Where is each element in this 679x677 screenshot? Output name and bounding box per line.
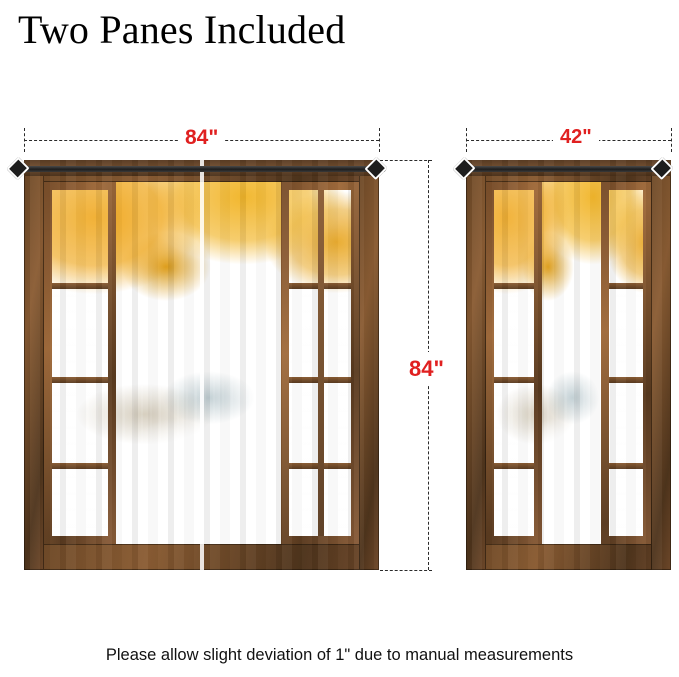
curtain-rod-right	[456, 166, 670, 172]
panel-split-gap	[200, 160, 204, 570]
measurement-disclaimer: Please allow slight deviation of 1" due to manual measurements	[105, 646, 574, 664]
height-tick-top	[380, 160, 432, 161]
curtain-rod-left	[12, 166, 386, 172]
left-panel-width-label: 84"	[178, 126, 225, 150]
right-width-tick-end	[671, 128, 672, 152]
panel-height-label: 84"	[406, 352, 447, 386]
left-width-tick-end	[379, 128, 380, 152]
height-tick-bottom	[380, 570, 432, 571]
right-width-tick-start	[466, 128, 467, 152]
left-width-tick-start	[24, 128, 25, 152]
curtain-panel-wide	[24, 160, 379, 570]
curtain-panel-narrow	[466, 160, 671, 570]
page-title: Two Panes Included	[18, 7, 346, 52]
waterfall-scene-artwork	[466, 160, 671, 570]
right-panel-width-label: 42"	[553, 126, 599, 149]
